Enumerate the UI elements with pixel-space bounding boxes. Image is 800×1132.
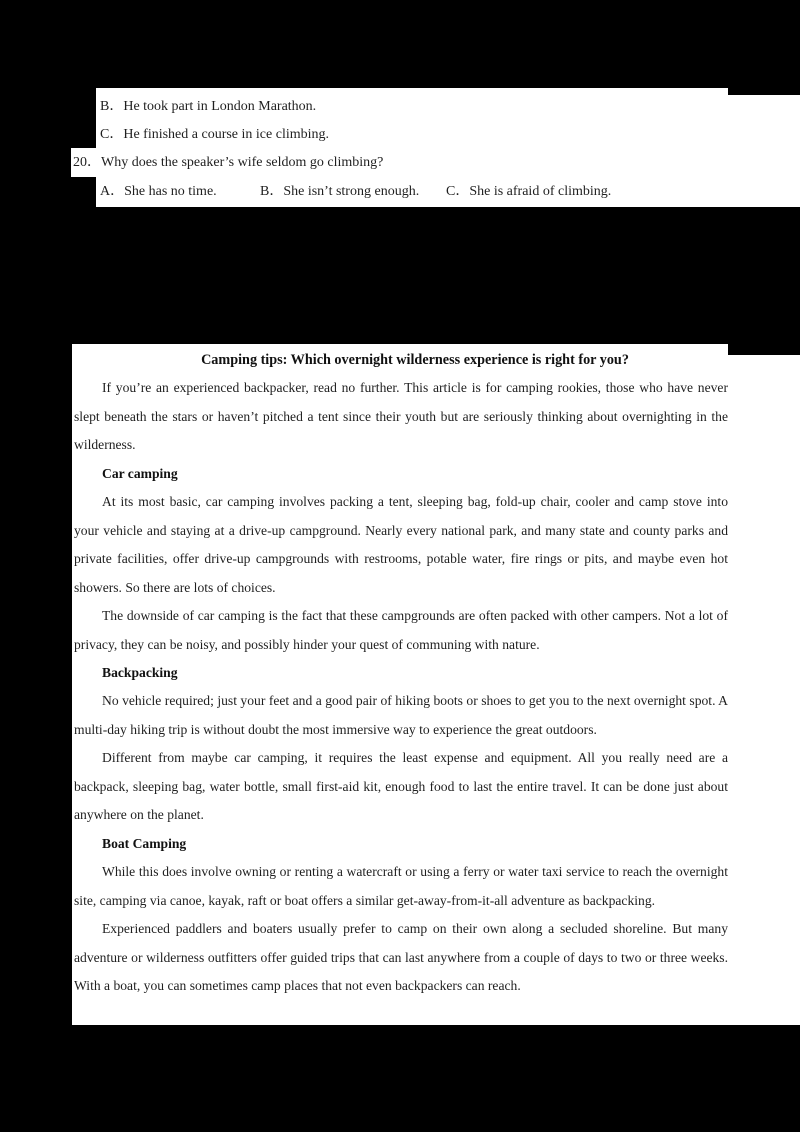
passage-intro-paragraph: If you’re an experienced backpacker, read no further. This article is for camping rookies, those who have never slept beneath the stars or haven’t pitched a tent since their youth but are seriously thinking about overnighting in the wilderness. [74, 380, 728, 453]
paragraph-car-camping-2: The downside of car camping is the fact that these campgrounds are often packed with other campers. Not a lot of privacy, they can be noisy, and possibly hinder your quest of communing with nature. [74, 608, 728, 652]
paragraph-car-camping-1: At its most basic, car camping involves packing a tent, sleeping bag, fold-up chair, cooler and camp stove into your vehicle and staying at a drive-up campground. Nearly every national park, and many state and county parks and private facilities, offer drive-up campgrounds with restrooms, potable water, fire rings or pits, and maybe even hot showers. So there are lots of choices. [74, 494, 728, 595]
heading-backpacking: Backpacking [102, 664, 178, 680]
heading-car-camping: Car camping [102, 465, 178, 481]
paragraph-backpacking-1: No vehicle required; just your feet and a good pair of hiking boots or shoes to get you to the next overnight spot. A multi-day hiking trip is without doubt the most immersive way to experience the great outdoors. [74, 693, 728, 737]
paragraph-boat-camping-2: Experienced paddlers and boaters usually prefer to camp on their own along a secluded shoreline. But many adventure or wilderness outfitters offer guided trips that can last anywhere from a couple of days to two or three weeks. With a boat, you can sometimes camp places that not even backpackers can reach. [74, 921, 728, 993]
listening-option-c-line: C．He finished a course in ice climbing. [100, 127, 329, 142]
listening-box-right-panel [728, 95, 800, 207]
listening-question-20: 20．Why does the speaker’s wife seldom go climbing? [73, 155, 384, 170]
reading-passage [74, 346, 728, 1000]
passage-title: Camping tips: Which overnight wilderness experience is right for you? [201, 352, 629, 368]
listening-option-b-line: B．He took part in London Marathon. [100, 99, 317, 114]
q20-option-c: C．She is afraid of climbing. [446, 184, 612, 199]
q20-option-b: B．She isn’t strong enough. [260, 184, 420, 199]
q20-option-a: A．She has no time. [100, 184, 217, 199]
heading-boat-camping: Boat Camping [102, 835, 187, 851]
paragraph-backpacking-2: Different from maybe car camping, it requires the least expense and equipment. All you really need are a backpack, sleeping bag, water bottle, small first-aid kit, enough food to last the entire travel. It can be done just about anywhere on the planet. [74, 750, 728, 823]
paragraph-boat-camping-1: While this does involve owning or renting a watercraft or using a ferry or water taxi service to reach the overnight site, camping via canoe, kayak, raft or boat offers a similar get-away-from-it-all adventure as backpacking. [74, 864, 728, 908]
passage-box-right-panel [728, 355, 800, 1025]
